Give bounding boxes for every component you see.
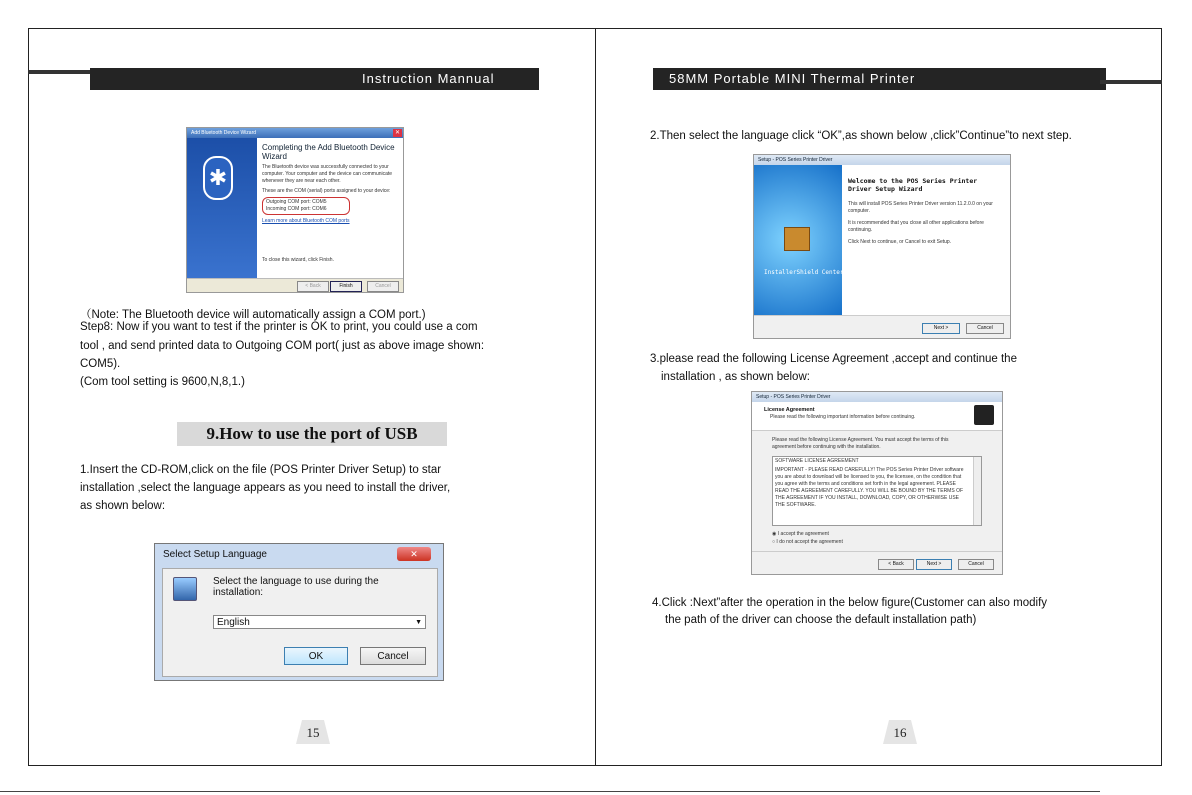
step8-line-2: tool , and send printed data to Outgoing COM port( just as above image shown:	[80, 340, 485, 352]
welcome-title-bar: Setup - POS Series Printer Driver	[754, 155, 1010, 165]
bt-heading: Completing the Add Bluetooth Device Wizard	[262, 143, 395, 161]
right-header	[653, 68, 1106, 90]
step1-line-2: installation ,select the language appears as you need to install the driver,	[80, 482, 451, 494]
welcome-heading: Welcome to the POS Series Printer Driver Setup Wizard	[848, 177, 978, 193]
decline-radio[interactable]: ○ I do not accept the agreement	[772, 539, 843, 545]
lang-title-bar	[155, 544, 443, 564]
left-page-number	[296, 720, 330, 744]
language-select[interactable]	[213, 615, 426, 629]
decline-radio-label: I do not accept the agreement	[776, 539, 843, 545]
close-icon[interactable]: ✕	[394, 130, 401, 136]
license-heading: License Agreement	[764, 407, 815, 413]
step4-line-1: 4.Click :Next”after the operation in the below figure(Customer can also modify	[652, 597, 1048, 609]
welcome-line-2: It is recommended that you close all other applications before continuing.	[848, 220, 984, 233]
license-screenshot	[751, 391, 1003, 575]
language-select-value: English	[217, 617, 250, 628]
lang-prompt-2: installation:	[213, 587, 264, 598]
license-cancel-button[interactable]: Cancel	[958, 559, 994, 570]
license-back-button[interactable]: < Back	[878, 559, 914, 570]
license-text-body: IMPORTANT - PLEASE READ CAREFULLY! The POS Series Printer Driver software you are about to download will be licensed to you, the licensee, on the condition that you agree with the terms and conditions set forth in the legal agreement. PLEASE READ THE AGREEMENT CAREFULLY. YOU WILL BE BOUND BY THE TERMS OF THE AGREEMENT IF YOU INSTALL, DOWNLOAD, COPY, OR OTHERWISE USE THE SOFTWARE.	[775, 467, 964, 508]
license-scrollbar[interactable]	[973, 457, 981, 525]
note-text: （Note: The Bluetooth device will automatically assign a COM port.)	[80, 309, 426, 321]
close-icon[interactable]: ✕	[397, 547, 431, 561]
step3-line-1: 3.please read the following License Agreement ,accept and continue the	[650, 353, 1017, 365]
step3-line-2: installation , as shown below:	[661, 371, 810, 383]
bt-back-button[interactable]: < Back	[297, 281, 329, 292]
step1-line-1: 1.Insert the CD-ROM,click on the file (POS Printer Driver Setup) to star	[80, 464, 442, 476]
welcome-line-3: Click Next to continue, or Cancel to exit Setup.	[848, 239, 952, 245]
license-text-box[interactable]	[772, 456, 982, 526]
bt-close-hint: To close this wizard, click Finish.	[262, 257, 334, 263]
right-header-stripe	[1100, 80, 1162, 84]
bt-title-bar	[187, 128, 403, 138]
welcome-cancel-button[interactable]: Cancel	[966, 323, 1004, 334]
lang-prompt-1: Select the language to use during the	[213, 576, 379, 587]
license-next-button[interactable]: Next >	[916, 559, 952, 570]
language-dialog-screenshot	[154, 543, 444, 681]
right-page-number	[883, 720, 917, 744]
bt-learn-more-link[interactable]: Learn more about Bluetooth COM ports	[262, 218, 350, 224]
welcome-side-art	[754, 165, 842, 315]
right-page-number-text: 16	[893, 725, 907, 740]
right-header-title: 58MM Portable MINI Thermal Printer	[669, 71, 916, 86]
accept-radio[interactable]: ◉ I accept the agreement	[772, 531, 829, 537]
bt-finish-button[interactable]: Finish	[330, 281, 362, 292]
bt-cancel-button[interactable]: Cancel	[367, 281, 399, 292]
chevron-down-icon[interactable]: ▼	[415, 619, 422, 626]
license-intro: Please read the following License Agreement. You must accept the terms of this agreement before continuing with the installation.	[772, 437, 949, 450]
welcome-setup-screenshot	[753, 154, 1011, 339]
step4-line-2: the path of the driver can choose the default installation path)	[665, 614, 977, 626]
license-subheading: Please read the following important information before continuing.	[770, 414, 916, 420]
computer-icon	[974, 405, 994, 425]
step1-line-3: as shown below:	[80, 500, 166, 512]
left-header-title: Instruction Mannual	[362, 71, 495, 86]
lang-ok-button[interactable]: OK	[284, 647, 348, 665]
bottom-rule	[0, 791, 1100, 792]
left-header	[90, 68, 539, 90]
welcome-next-button[interactable]: Next >	[922, 323, 960, 334]
step8-line-1: Step8: Now if you want to test if the printer is OK to print, you could use a com	[80, 321, 478, 333]
installer-icon	[173, 577, 197, 601]
bt-ports-intro: These are the COM (serial) ports assigned to your device:	[262, 188, 391, 194]
section-title	[177, 422, 447, 446]
bluetooth-panel	[187, 138, 257, 283]
bt-body: The Bluetooth device was successfully connected to your computer. Your computer and the device can communicate whenever they are near each other.	[262, 164, 393, 184]
bt-outgoing: Outgoing COM port: COM5 Incoming COM port: COM6	[262, 197, 350, 215]
step2-text: 2.Then select the language click “OK”,as shown below ,click”Continue”to next step.	[650, 130, 1072, 142]
left-header-stripe	[28, 70, 98, 74]
section-title-text: 9.How to use the port of USB	[206, 424, 418, 443]
bt-title: Add Bluetooth Device Wizard	[191, 130, 257, 136]
welcome-brand: InstallerShield Center	[764, 269, 844, 276]
bluetooth-icon: ✱	[203, 156, 233, 200]
lang-title: Select Setup Language	[163, 549, 267, 560]
left-page-number-text: 15	[306, 725, 320, 740]
com-setting: (Com tool setting is 9600,N,8,1.)	[80, 376, 245, 388]
license-title-bar: Setup - POS Series Printer Driver	[752, 392, 1002, 402]
accept-radio-label: I accept the agreement	[777, 531, 829, 537]
welcome-line-1: This will install POS Series Printer Driver version 11.2.0.0 on your computer.	[848, 201, 993, 214]
bluetooth-wizard-screenshot	[186, 127, 404, 293]
package-icon	[784, 227, 810, 251]
lang-cancel-button[interactable]: Cancel	[360, 647, 426, 665]
license-text-title: SOFTWARE LICENSE AGREEMENT	[775, 458, 859, 464]
step8-line-3: COM5).	[80, 358, 121, 370]
